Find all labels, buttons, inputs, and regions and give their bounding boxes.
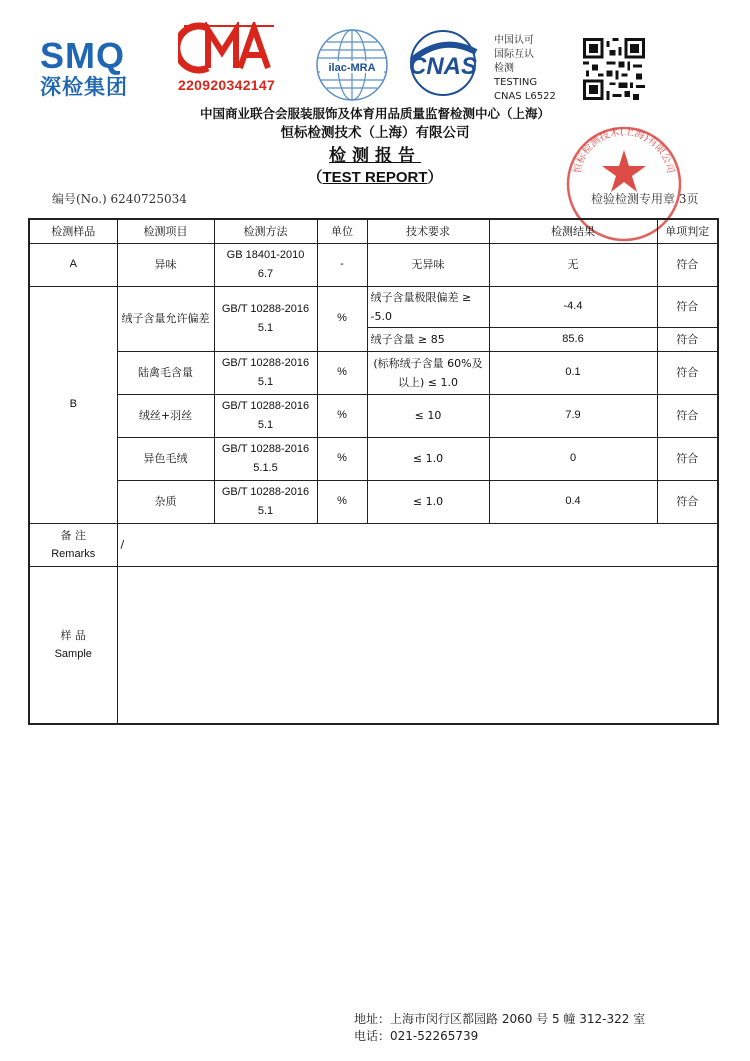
cnas-logo: [398, 30, 488, 100]
cell-verdict: 符合: [657, 437, 718, 480]
cma-number: 220920342147: [178, 77, 276, 93]
cell-requirement: ≤ 1.0: [367, 437, 489, 480]
sample-photo-area: [117, 566, 718, 724]
remarks-value: /: [117, 523, 718, 566]
cell-result: 7.9: [489, 394, 657, 437]
cell-unit: %: [317, 286, 367, 351]
cnas-line-4: TESTING: [494, 77, 538, 88]
cell-unit: %: [317, 351, 367, 394]
cell-unit: %: [317, 480, 367, 523]
remarks-label: [29, 523, 117, 566]
header-result: 检测结果: [489, 219, 657, 243]
cell-method: GB/T 10288-2016 5.1: [214, 286, 317, 351]
cell-item: 异色毛绒: [117, 437, 214, 480]
cma-mark-icon: [178, 22, 278, 74]
qr-code-icon[interactable]: [583, 38, 645, 100]
globe-icon: [315, 28, 389, 102]
header-sample: 检测样品: [29, 219, 117, 243]
cell-verdict: 符合: [657, 243, 718, 286]
cell-result: 0: [489, 437, 657, 480]
table-row: [29, 243, 718, 286]
cell-verdict: 符合: [657, 394, 718, 437]
cnas-mark-icon: [398, 30, 488, 96]
cell-unit: -: [317, 243, 367, 286]
cnas-line-5: CNAS L6522: [494, 91, 556, 102]
remarks-label-en: Remarks: [51, 547, 96, 560]
cell-method: GB/T 10288-2016 5.1: [214, 480, 317, 523]
cell-requirement: 绒子含量极限偏差 ≥ -5.0: [367, 286, 489, 327]
sample-label-cn: 样 品: [60, 628, 86, 642]
table-row: [29, 437, 718, 480]
cnas-line-2: 国际互认: [494, 49, 534, 60]
cell-verdict: 符合: [657, 480, 718, 523]
cell-result: 无: [489, 243, 657, 286]
cell-item: 异味: [117, 243, 214, 286]
page-info: 检验检测专用章 3页: [591, 192, 699, 206]
cell-result: 0.1: [489, 351, 657, 394]
sample-label: [29, 566, 117, 724]
company-name: 恒标检测技术（上海）有限公司: [280, 125, 470, 141]
cell-verdict: 符合: [657, 327, 718, 351]
header-requirement: 技术要求: [367, 219, 489, 243]
cell-requirement: ≤ 10: [367, 394, 489, 437]
cell-method: GB/T 10288-2016 5.1: [214, 351, 317, 394]
remarks-row: [29, 523, 718, 566]
report-title-en: （TEST REPORT）: [307, 169, 443, 186]
sample-row: [29, 566, 718, 724]
ilac-mra-logo: [315, 28, 389, 102]
header-method: 检测方法: [214, 219, 317, 243]
sample-label-en: Sample: [54, 647, 92, 660]
sample-a: A: [29, 243, 117, 286]
ilac-logo-text: ilac-MRA: [328, 62, 376, 74]
footer: [354, 1011, 645, 1045]
footer-phone: 电话：021-52265739: [354, 1029, 479, 1043]
sample-b: B: [29, 286, 117, 523]
cell-item: 绒子含量允许偏差: [117, 286, 214, 351]
cell-requirement: 绒子含量 ≥ 85: [367, 327, 489, 351]
cell-result: 85.6: [489, 327, 657, 351]
cma-logo: [178, 22, 288, 93]
header-verdict: 单项判定: [657, 219, 718, 243]
cnas-accreditation-text: [494, 34, 556, 104]
table-row: [29, 286, 718, 327]
stamp-text: 恒标检测技术(上海)有限公司: [572, 126, 676, 175]
smq-logo-text: SMQ: [40, 35, 126, 76]
cell-unit: %: [317, 394, 367, 437]
cell-method: GB/T 10288-2016 5.1: [214, 394, 317, 437]
cnas-line-1: 中国认可: [494, 35, 534, 46]
table-row: [29, 351, 718, 394]
cell-requirement: 无异味: [367, 243, 489, 286]
remarks-label-cn: 备 注: [60, 528, 86, 542]
org-name: 中国商业联合会服装服饰及体育用品质量监督检测中心（上海）: [199, 106, 550, 121]
smq-logo: [40, 35, 160, 100]
smq-logo-subtext: 深检集团: [40, 75, 128, 99]
report-title-en-text: TEST REPORT: [322, 169, 428, 186]
results-table: [28, 218, 719, 725]
cell-item: 杂质: [117, 480, 214, 523]
footer-address: 地址：上海市闵行区都园路 2060 号 5 幢 312-322 室: [354, 1012, 646, 1026]
table-header-row: [29, 219, 718, 243]
report-number: 编号(No.) 6240725034: [52, 192, 187, 206]
cell-verdict: 符合: [657, 351, 718, 394]
cnas-line-3: 检测: [494, 63, 514, 74]
cell-method: GB/T 10288-2016 5.1.5: [214, 437, 317, 480]
cell-unit: %: [317, 437, 367, 480]
header-unit: 单位: [317, 219, 367, 243]
table-row: [29, 480, 718, 523]
report-title-cn: 检测报告: [329, 146, 421, 166]
cell-requirement: (标称绒子含量 60%及以上) ≤ 1.0: [367, 351, 489, 394]
cnas-logo-text: CNAS: [408, 53, 478, 80]
cell-requirement: ≤ 1.0: [367, 480, 489, 523]
cell-method: GB 18401-2010 6.7: [214, 243, 317, 286]
cell-result: -4.4: [489, 286, 657, 327]
table-row: [29, 394, 718, 437]
cell-result: 0.4: [489, 480, 657, 523]
cell-item: 绒丝+羽丝: [117, 394, 214, 437]
cell-verdict: 符合: [657, 286, 718, 327]
cell-item: 陆禽毛含量: [117, 351, 214, 394]
header-item: 检测项目: [117, 219, 214, 243]
